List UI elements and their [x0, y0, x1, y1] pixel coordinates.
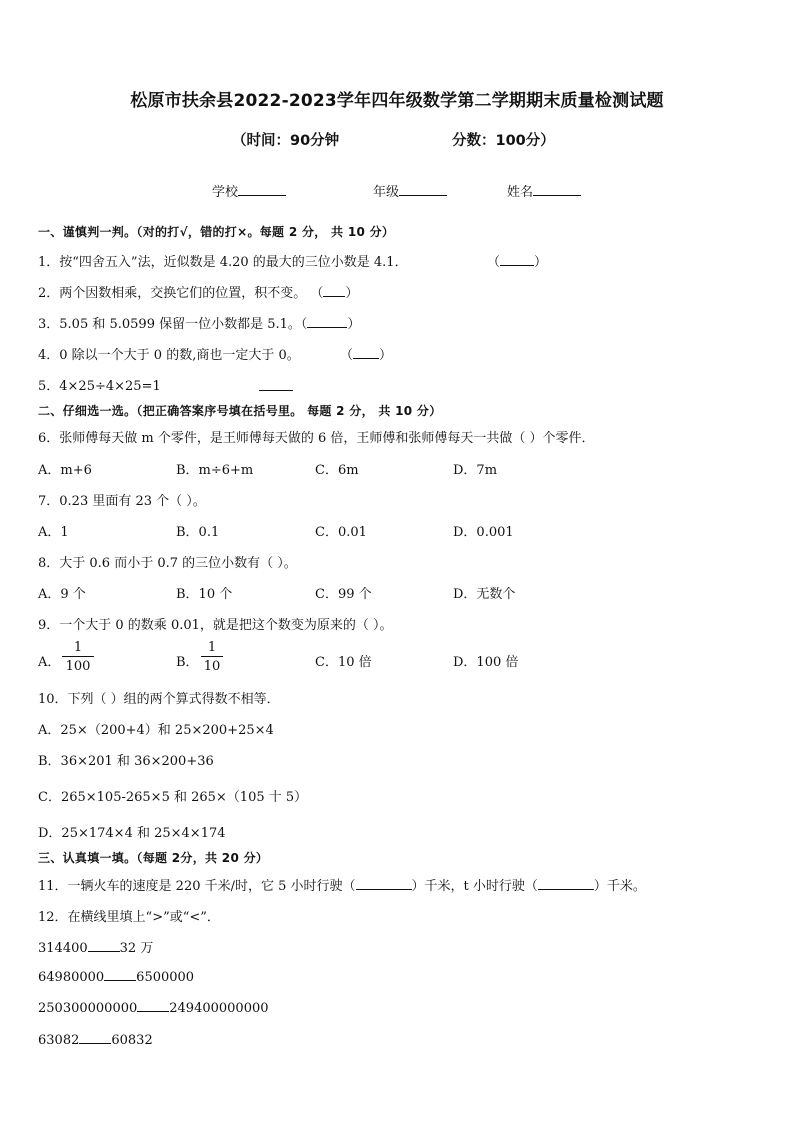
q10-option-d[interactable]: D．25×174×4 和 25×4×174: [38, 826, 226, 841]
question-7: 7．0.23 里面有 23 个（ ）。: [38, 494, 206, 509]
paren-right: ）: [379, 348, 393, 363]
grade-blank[interactable]: [399, 183, 447, 196]
compare-blank[interactable]: [79, 1031, 111, 1044]
q9-option-b[interactable]: B．: [176, 655, 199, 670]
question-3-text: 3．5.05 和 5.0599 保留一位小数都是 5.1。（: [38, 317, 308, 332]
question-5: 5．4×25÷4×25=1: [38, 379, 161, 394]
question-5-blank[interactable]: [259, 378, 293, 391]
name-blank[interactable]: [533, 183, 581, 196]
answer-blank[interactable]: [353, 346, 379, 359]
compare-left: 314400: [38, 941, 88, 956]
question-11: [38, 875, 646, 894]
compare-row-4: [38, 1031, 153, 1048]
page-title: 松原市扶余县2022-2023学年四年级数学第二学期期末质量检测试题: [130, 91, 664, 111]
fraction-denominator: 10: [203, 659, 221, 674]
grade-label: 年级: [373, 185, 400, 200]
q8-option-c[interactable]: C．99 个: [315, 587, 372, 602]
paren-left: （: [340, 348, 354, 363]
question-4: 4．0 除以一个大于 0 的数,商也一定大于 0。: [38, 348, 300, 363]
q8-option-d[interactable]: D．无数个: [453, 587, 516, 602]
q6-option-c[interactable]: C．6m: [315, 463, 359, 478]
q7-option-c[interactable]: C．0.01: [315, 525, 367, 540]
compare-right: 32 万: [119, 941, 154, 956]
question-1: 1．按“四舍五入”法，近似数是 4.20 的最大的三位小数是 4.1．: [38, 255, 408, 270]
question-2: [38, 282, 358, 301]
name-field: [507, 181, 581, 200]
q7-option-a[interactable]: A．1: [38, 525, 69, 540]
answer-blank[interactable]: [500, 253, 534, 266]
paren-right: ）: [347, 317, 361, 332]
answer-blank[interactable]: [323, 284, 345, 297]
name-label: 姓名: [507, 185, 534, 200]
answer-blank-1[interactable]: [356, 877, 412, 890]
q7-option-b[interactable]: B．0.1: [176, 525, 220, 540]
question-11-part-b: ）千米，t 小时行驶（: [411, 879, 538, 894]
q10-option-b[interactable]: B．36×201 和 36×200+36: [38, 754, 214, 769]
question-1-answer: [487, 251, 547, 270]
q10-option-c[interactable]: C．265×105-265×5 和 265×（105 十 5）: [38, 790, 308, 805]
compare-left: 250300000000: [38, 1001, 138, 1016]
school-field: [212, 181, 286, 200]
q8-option-b[interactable]: B．10 个: [176, 587, 233, 602]
compare-blank[interactable]: [88, 939, 120, 952]
q9-option-a[interactable]: A．: [38, 655, 61, 670]
fraction-numerator: 1: [201, 640, 223, 657]
school-label: 学校: [212, 185, 239, 200]
compare-blank[interactable]: [137, 999, 169, 1012]
paren-right: ）: [345, 286, 359, 301]
section1-heading: 一、谨慎判一判。（对的打√，错的打×。每题 2 分， 共 10 分）: [38, 225, 395, 239]
grade-field: [373, 181, 447, 200]
paren-right: ）: [534, 255, 548, 270]
fraction-denominator: 100: [65, 659, 91, 674]
q7-option-d[interactable]: D．0.001: [453, 525, 514, 540]
question-4-answer: [340, 344, 392, 363]
answer-blank-2[interactable]: [538, 877, 594, 890]
question-3: [38, 313, 360, 332]
q6-option-d[interactable]: D．7m: [453, 463, 498, 478]
q6-option-a[interactable]: A．m+6: [38, 463, 92, 478]
compare-left: 64980000: [38, 970, 105, 985]
compare-row-3: [38, 999, 269, 1016]
time-label: （时间：90分钟: [232, 133, 340, 149]
question-11-part-a: 11．一辆火车的速度是 220 千米/时，它 5 小时行驶（: [38, 879, 356, 894]
compare-left: 63082: [38, 1033, 80, 1048]
section2-heading: 二、仔细选一选。（把正确答案序号填在括号里。 每题 2 分， 共 10 分）: [38, 404, 442, 418]
answer-blank[interactable]: [307, 315, 347, 328]
compare-row-2: [38, 968, 194, 985]
question-11-part-c: ）千米。: [593, 879, 646, 894]
question-8: 8．大于 0.6 而小于 0.7 的三位小数有（ ）。: [38, 556, 297, 571]
compare-right: 6500000: [136, 970, 195, 985]
fraction-numerator: 1: [62, 640, 94, 657]
q9-option-d[interactable]: D．100 倍: [453, 655, 519, 670]
question-2-text: 2．两个因数相乘，交换它们的位置，积不变。 （: [38, 286, 324, 301]
compare-row-1: [38, 937, 153, 956]
score-label: 分数：100分）: [452, 133, 555, 149]
q9-option-c[interactable]: C．10 倍: [315, 655, 372, 670]
question-6: 6．张师傅每天做 m 个零件，是王师傅每天做的 6 倍，王师傅和张师傅每天一共做（ ）个零件．: [38, 431, 595, 446]
q9-option-a-fraction[interactable]: [62, 640, 94, 674]
compare-right: 249400000000: [169, 1001, 269, 1016]
q8-option-a[interactable]: A．9 个: [38, 587, 86, 602]
compare-right: 60832: [111, 1033, 153, 1048]
question-12: 12．在横线里填上“>”或“<”．: [38, 910, 220, 925]
paren-left: （: [487, 255, 501, 270]
school-blank[interactable]: [238, 183, 286, 196]
q10-option-a[interactable]: A．25×（200+4）和 25×200+25×4: [38, 723, 274, 738]
q6-option-b[interactable]: B．m÷6+m: [176, 463, 254, 478]
section3-heading: 三、认真填一填。（每题 2分，共 20 分）: [38, 851, 269, 865]
question-10: 10．下列（ ）组的两个算式得数不相等．: [38, 692, 280, 707]
question-9: 9．一个大于 0 的数乘 0.01，就是把这个数变为原来的（ ）。: [38, 618, 393, 633]
compare-blank[interactable]: [104, 968, 136, 981]
q9-option-b-fraction[interactable]: [201, 640, 223, 674]
